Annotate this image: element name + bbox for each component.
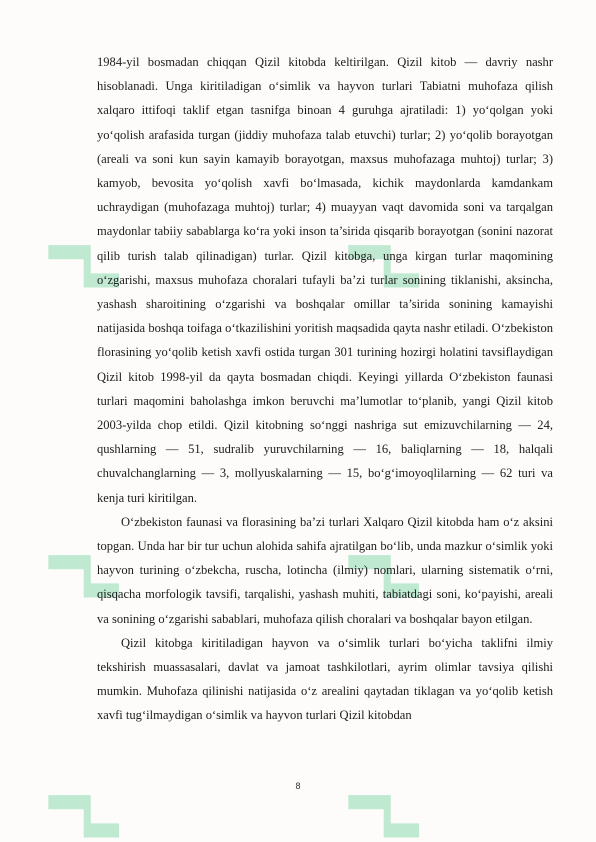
watermark-mark-icon — [338, 766, 434, 842]
paragraph: Qizil kitobga kiritiladigan hayvon va o‘simlik turlari bo‘yicha taklifni ilmiy tekshirish muassasalari, davlat va jamoat tashkilotlari, ayrim olimlar tavsiya qilishi mumkin. Muhofaza qilinishi natijasida o‘z arealini qaytadan tiklagan va yo‘qolib ketish xavfi tug‘ilmaydigan o‘simlik va hayvon turlari Qizil kitobdan — [97, 635, 553, 723]
watermark-mark-icon — [38, 766, 134, 842]
paragraph: O‘zbekiston faunasi va florasining ba’zi turlari Xalqaro Qizil kitobda ham o‘z aksini topgan. Unda har bir tur uchun alohida sahifa ajratilgan bo‘lib, unda mazkur o‘simlik yoki hayvon turining o‘zbekcha, ruscha, lotincha (ilmiy) nomlari, ularning sistematik o‘rni, qisqacha morfologik tavsifi, tarqalishi, yashash muhiti, tabiatdagi soni, ko‘payishi, areali va sonining o‘zgarishi sabablari, muhofaza qilish choralari va boshqalar bayon etilgan. — [97, 514, 553, 626]
paragraph: 1984-yil bosmadan chiqqan Qizil kitobda keltirilgan. Qizil kitob — davriy nashr hisoblanadi. Unga kiritiladigan o‘simlik va hayvon turlari Tabiatni muhofaza qilish xalqaro ittifoqi taklif etgan tasnifga binoan 4 guruhga ajratiladi: 1) yo‘qolgan yoki yo‘qolish arafasida turgan (jiddiy muhofaza talab etuvchi) turlar; 2) yo‘qolib borayotgan (areali va soni kun sayin kamayib borayotgan, maxsus muhofazaga muhtoj) turlar; 3) kamyob, bevosita yo‘qolish xavfi bo‘lmasada, kichik maydonlarda kamdankam uchraydigan (muhofazaga muhtoj) turlar; 4) muayyan vaqt davomida soni va tarqalgan maydonlar tabiiy sabablarga ko‘ra yoki inson ta’sirida qisqarib borayotgan (sonini nazorat qilib turish talab qilinadigan) turlar. Qizil kitobga, unga kirgan turlar maqomining o‘zgarishi, maxsus muhofaza choralari tufayli ba’zi turlar sonining tiklanishi, aksincha, yashash sharoitining o‘zgarishi va boshqalar omillar ta’sirida sonining kamayishi natijasida boshqa toifaga o‘tkazilishini yoritish maqsadida qayta nashr etiladi. O‘zbekiston florasining yo‘qolib ketish xavfi ostida turgan 301 turining hozirgi holatini tavsiflaydigan Qizil kitob 1998-yil da qayta bosmadan chiqdi. Keyingi yillarda O‘zbekiston faunasi turlari maqomini baholashga imkon beruvchi ma’lumotlar to‘planib, yangi Qizil kitob 2003-yilda chop etildi. Qizil kitobning so‘nggi nashriga sut emizuvchilarning — 24, qushlarning — 51, sudralib yuruvchilarning — 16, baliqlarning — 18, halqali chuvalchanglarning — 3, mollyuskalarning — 15, bo‘g‘imoyoqlilarning — 62 turi va kenja turi kiritilgan. — [97, 55, 553, 505]
page-number: 8 — [295, 781, 301, 791]
document-body — [97, 50, 553, 728]
